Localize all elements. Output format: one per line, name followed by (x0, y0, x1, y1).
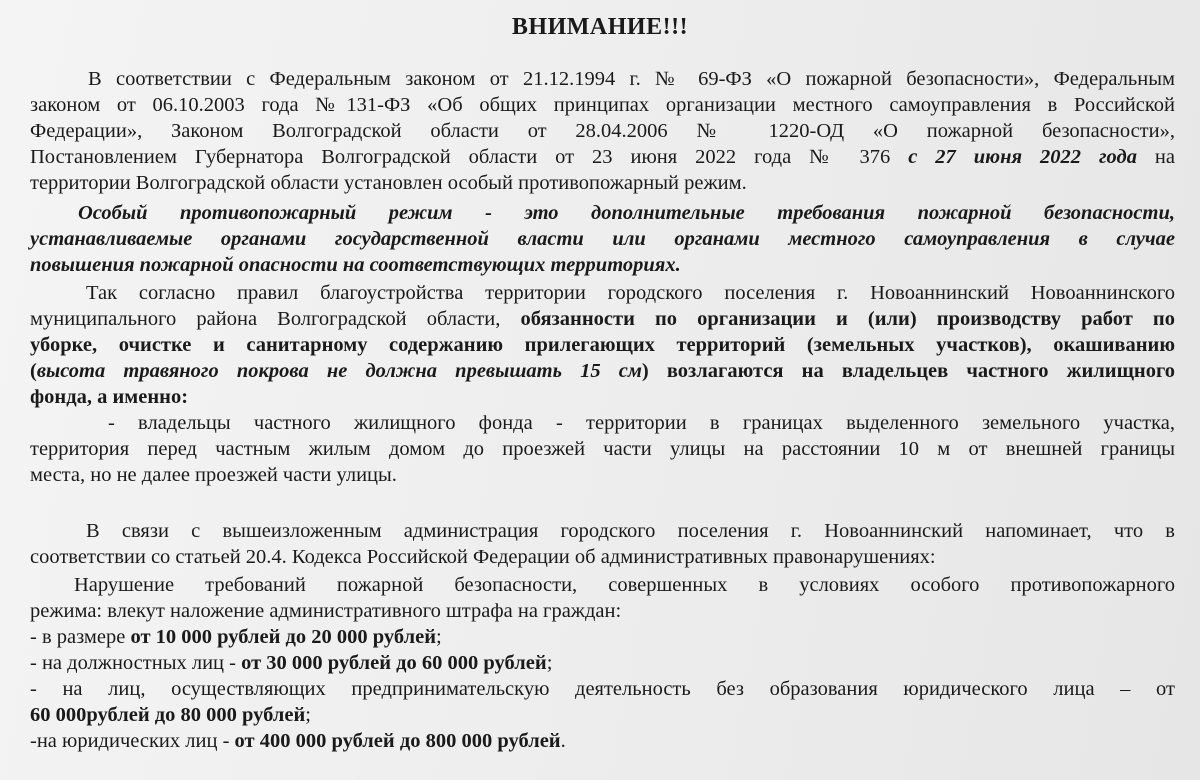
p6-line-1: Нарушение требований пожарной безопасности, совершенных в условиях особого противопожарного (74, 574, 1175, 596)
p5-line-1: В связи с вышеизложенным администрация городского поселения г. Новоаннинский напоминает, что в (86, 520, 1175, 542)
p4-line-1: - владельцы частного жилищного фонда - территории в границах выделенного земельного участка, (108, 412, 1175, 434)
fine-citizens-prefix: - в размере (30, 626, 131, 648)
p3-line-3: уборке, очистке и санитарному содержанию прилегающих территорий (земельных участков), окашиванию (30, 334, 1175, 356)
p2-line-2: устанавливаемые органами государственной власти или органами местного самоуправления в случае (30, 228, 1175, 250)
p1-date-highlight: с 27 июня 2022 года (908, 146, 1137, 168)
fine-legal-amount: от 400 000 рублей до 800 000 рублей (234, 730, 561, 752)
fine-legal-entities (30, 728, 1175, 754)
p1-line-4 (30, 144, 1175, 170)
fines-list (30, 624, 1175, 754)
fine-officials (30, 650, 1175, 676)
p4-line-3: места, но не далее проезжей части улицы. (30, 464, 397, 486)
p4-line-2: территория перед частным жилым домом до проезжей части улицы на расстоянии 10 м от внешней границы (30, 438, 1175, 460)
fine-citizens-end: ; (436, 626, 442, 648)
fine-citizens (30, 624, 1175, 650)
p2-line-3: повышения пожарной опасности на соответствующих территориях. (30, 254, 681, 276)
p1-line-4-text: Постановлением Губернатора Волгоградской области от 23 июня 2022 года № 376 (30, 146, 909, 168)
p3-line-4-end: ) возлагаются на владельцев частного жилищного (641, 360, 1175, 382)
fine-citizens-amount: от 10 000 рублей до 20 000 рублей (130, 626, 437, 648)
p1-line-1: В соответствии с Федеральным законом от 21.12.1994 г. № 69-ФЗ «О пожарной безопасности», Федеральным (88, 68, 1175, 90)
p1-line-3: Федерации», Законом Волгоградской области от 28.04.2006 № 1220-ОД «О пожарной безопасности», (30, 120, 1175, 142)
fine-officials-prefix: - на должностных лиц - (30, 652, 242, 674)
p3-line-1: Так согласно правил благоустройства территории городского поселения г. Новоаннинский Новоаннинского (86, 282, 1175, 304)
p5-line-2: соответствии со статьей 20.4. Кодекса Российской Федерации об административных правонарушениях: (30, 546, 936, 568)
paragraph-obligations (30, 280, 1175, 410)
p3-line-2-bold: обязанности по организации и (или) производству работ по (520, 308, 1175, 330)
p3-line-2 (30, 306, 1175, 332)
paragraph-violation (30, 572, 1175, 624)
fine-entrepreneurs-end: ; (305, 704, 311, 726)
p1-line-2: законом от 06.10.2003 года №131-ФЗ «Об общих принципах организации местного самоуправления в Российской (30, 94, 1175, 116)
p3-line-5: фонда, а именно: (30, 386, 189, 408)
paragraph-definition (30, 200, 1175, 278)
paragraph-law-basis (30, 66, 1175, 196)
p1-line-5: территории Волгоградской области установлен особый противопожарный режим. (30, 172, 747, 194)
notice-title: ВНИМАНИЕ!!! (511, 14, 689, 40)
p3-grass-height: высота травяного покрова не должна превышать 15 см (36, 360, 642, 382)
paragraph-reminder (30, 518, 1175, 570)
fine-officials-end: ; (546, 652, 553, 674)
p3-line-2-text: муниципального района Волгоградской области, (30, 308, 521, 330)
fine-officials-amount: от 30 000 рублей до 60 000 рублей (241, 652, 547, 674)
p3-line-4 (30, 358, 1175, 384)
fine-legal-prefix: -на юридических лиц - (30, 730, 235, 752)
fine-entrepreneurs-line-1: - на лиц, осуществляющих предпринимательскую деятельность без образования юридического лица – от (30, 678, 1175, 700)
fine-entrepreneurs-line-2 (30, 702, 1175, 728)
p6-line-2: режима: влекут наложение административного штрафа на граждан: (30, 600, 622, 622)
fine-entrepreneurs-amount: 60 000рублей до 80 000 рублей (30, 704, 306, 726)
p2-line-1: Особый противопожарный режим - это дополнительные требования пожарной безопасности, (78, 202, 1175, 224)
paragraph-owners (30, 410, 1175, 488)
p3-paren-open: ( (30, 360, 37, 382)
p1-line-4-end: на (1136, 146, 1175, 168)
fine-legal-end: . (560, 730, 566, 752)
